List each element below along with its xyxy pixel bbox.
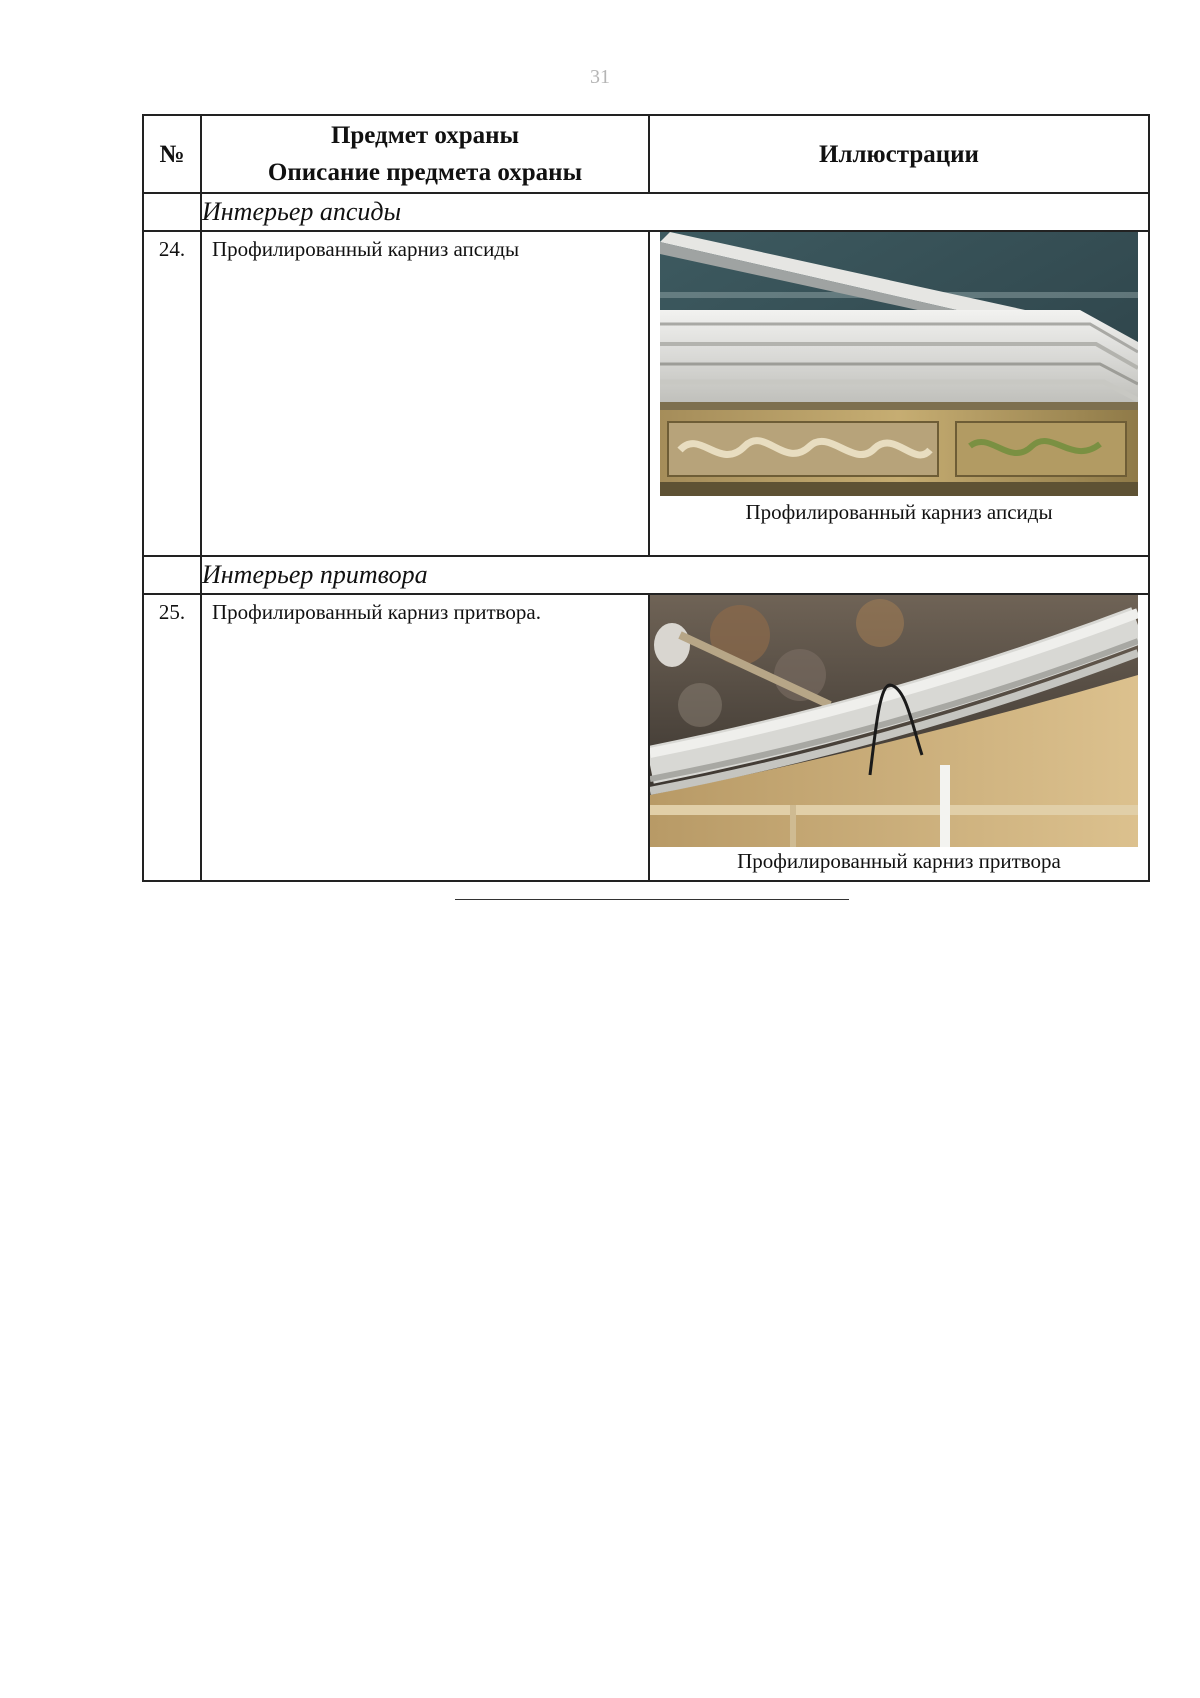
header-number: № bbox=[143, 115, 201, 193]
header-subject-line1: Предмет охраны bbox=[330, 122, 520, 149]
table-row bbox=[143, 594, 1149, 881]
table-row bbox=[143, 231, 1149, 556]
illustration-caption: Профилированный карниз притвора bbox=[737, 849, 1061, 873]
section-title: Интерьер притвора bbox=[201, 556, 1149, 594]
section-row-narthex bbox=[143, 556, 1149, 594]
header-subject-line2: Описание предмета охраны bbox=[267, 159, 583, 186]
apse-cornice-photo bbox=[660, 232, 1138, 496]
row-illustration bbox=[649, 231, 1149, 556]
table-header-row bbox=[143, 115, 1149, 193]
row-number: 24. bbox=[143, 231, 201, 556]
page-number: 31 bbox=[590, 66, 610, 88]
row-description: Профилированный карниз притвора. bbox=[201, 594, 649, 881]
illustration-caption: Профилированный карниз апсиды bbox=[745, 500, 1053, 524]
row-illustration bbox=[649, 594, 1149, 881]
section-row-apse bbox=[143, 193, 1149, 231]
protection-subject-table bbox=[142, 114, 1150, 882]
header-subject bbox=[201, 115, 649, 193]
section-empty-cell bbox=[143, 193, 201, 231]
header-illustrations: Иллюстрации bbox=[649, 115, 1149, 193]
row-number: 25. bbox=[143, 594, 201, 881]
end-divider bbox=[455, 899, 849, 900]
row-description: Профилированный карниз апсиды bbox=[201, 231, 649, 556]
section-title: Интерьер апсиды bbox=[201, 193, 1149, 231]
narthex-cornice-photo bbox=[650, 595, 1138, 847]
section-empty-cell bbox=[143, 556, 201, 594]
